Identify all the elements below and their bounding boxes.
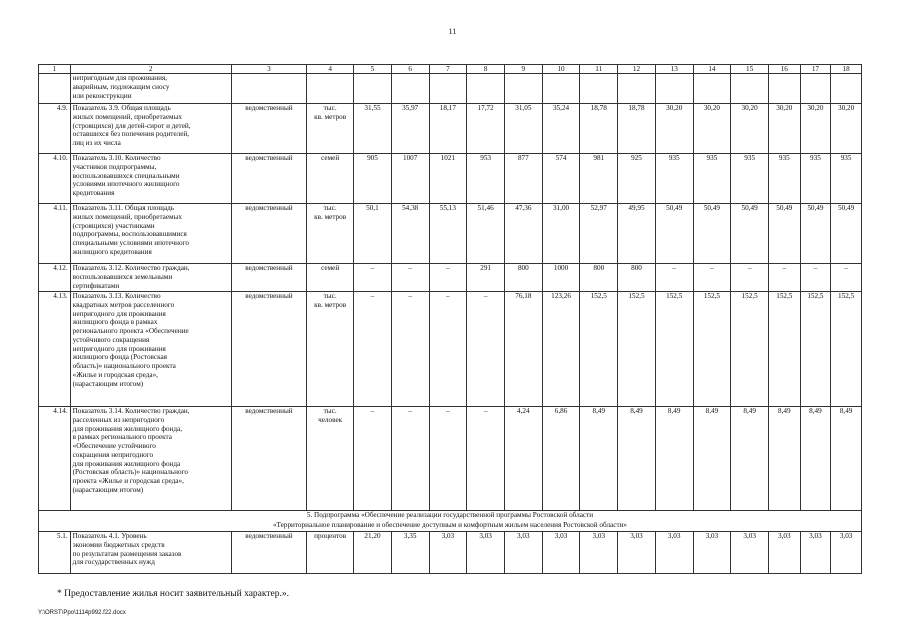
row-number: 4.12. xyxy=(39,264,71,292)
value-cell: – xyxy=(354,407,392,511)
value-cell: 152,5 xyxy=(618,292,656,407)
value-cell xyxy=(580,74,618,104)
section-header-row xyxy=(39,511,862,532)
header-cell: 12 xyxy=(618,65,656,74)
value-cell: 31,00 xyxy=(542,204,580,264)
value-cell: 3,03 xyxy=(618,532,656,574)
value-cell: 152,5 xyxy=(580,292,618,407)
value-cell: 17,72 xyxy=(467,104,505,154)
value-cell: 35,24 xyxy=(542,104,580,154)
unit-of-measure: тыс. человек xyxy=(307,407,354,511)
value-cell: 877 xyxy=(504,154,542,204)
row-number: 5.1. xyxy=(39,532,71,574)
value-cell: 21,20 xyxy=(354,532,392,574)
section-title-line-1: 5. Подпрограмма «Обеспечение реализации государственной программы Ростовской области xyxy=(306,511,594,519)
header-cell: 13 xyxy=(655,65,693,74)
indicator-name: Показатель 3.10. Количество участников подпрограммы, воспользовавшихся специальными условиями ипотечного жилищного кредитования xyxy=(70,154,231,204)
value-cell: 30,20 xyxy=(693,104,731,154)
value-cell xyxy=(542,74,580,104)
value-cell: 152,5 xyxy=(731,292,769,407)
data-source: ведомственный xyxy=(231,264,306,292)
section-title-line-2: «Территориальное планирование и обеспечение доступным и комфортным жильем населения Ростовской области» xyxy=(272,520,628,529)
value-cell: 3,03 xyxy=(504,532,542,574)
indicator-name: Показатель 3.13. Количество квадратных метров расселенного непригодного для проживания жилищного фонда в рамках регионального проекта «Обеспечение устойчивого сокращения непригодного для проживания жилищного фонда (Ростовская область)» национального проекта «Жилье и городская среда», (нарастающим итогом) xyxy=(70,292,231,407)
value-cell: 47,36 xyxy=(504,204,542,264)
value-cell: 6,86 xyxy=(542,407,580,511)
header-cell: 7 xyxy=(429,65,467,74)
value-cell: 52,97 xyxy=(580,204,618,264)
value-cell: 800 xyxy=(504,264,542,292)
value-cell: – xyxy=(429,264,467,292)
value-cell: 8,49 xyxy=(655,407,693,511)
value-cell: 35,97 xyxy=(391,104,429,154)
value-cell: 152,5 xyxy=(655,292,693,407)
value-cell: – xyxy=(655,264,693,292)
row-number xyxy=(39,74,71,104)
table-row xyxy=(39,104,862,154)
value-cell: 50,49 xyxy=(693,204,731,264)
data-source: ведомственный xyxy=(231,532,306,574)
value-cell: – xyxy=(731,264,769,292)
value-cell xyxy=(354,74,392,104)
value-cell xyxy=(800,74,831,104)
value-cell: 30,20 xyxy=(769,104,801,154)
table-row xyxy=(39,204,862,264)
value-cell: 18,17 xyxy=(429,104,467,154)
value-cell: 935 xyxy=(731,154,769,204)
value-cell: 3,03 xyxy=(580,532,618,574)
value-cell: – xyxy=(354,292,392,407)
table-row xyxy=(39,154,862,204)
value-cell: 50,49 xyxy=(731,204,769,264)
value-cell: 935 xyxy=(831,154,862,204)
value-cell: 925 xyxy=(618,154,656,204)
indicator-table xyxy=(38,64,862,574)
value-cell: – xyxy=(391,292,429,407)
value-cell: – xyxy=(693,264,731,292)
value-cell: – xyxy=(391,264,429,292)
value-cell: 3,03 xyxy=(769,532,801,574)
header-cell: 2 xyxy=(70,65,231,74)
value-cell xyxy=(655,74,693,104)
value-cell: – xyxy=(354,264,392,292)
row-number: 4.14. xyxy=(39,407,71,511)
value-cell: 800 xyxy=(618,264,656,292)
value-cell: 8,49 xyxy=(580,407,618,511)
indicator-name: Показатель 3.11. Общая площадь жилых помещений, приобретаемых (строящихся) участниками подпрограммы, воспользовавшимися специальными условиями ипотечного жилищного кредитования xyxy=(70,204,231,264)
value-cell: 981 xyxy=(580,154,618,204)
value-cell: 3,03 xyxy=(467,532,505,574)
table-row xyxy=(39,532,862,574)
unit-of-measure: тыс. кв. метров xyxy=(307,204,354,264)
unit-of-measure xyxy=(307,74,354,104)
value-cell: 50,1 xyxy=(354,204,392,264)
indicator-name: непригодным для проживания, аварийным, подлежащим сносу или реконструкции xyxy=(70,74,231,104)
value-cell: 49,95 xyxy=(618,204,656,264)
value-cell xyxy=(618,74,656,104)
value-cell: 18,78 xyxy=(618,104,656,154)
value-cell: 3,03 xyxy=(731,532,769,574)
value-cell: 953 xyxy=(467,154,505,204)
data-source: ведомственный xyxy=(231,154,306,204)
value-cell: 3,03 xyxy=(429,532,467,574)
value-cell xyxy=(467,74,505,104)
value-cell: 123,26 xyxy=(542,292,580,407)
value-cell: 905 xyxy=(354,154,392,204)
header-cell: 5 xyxy=(354,65,392,74)
row-number: 4.13. xyxy=(39,292,71,407)
page-number: 11 xyxy=(448,27,457,36)
value-cell: 8,49 xyxy=(693,407,731,511)
value-cell: 18,78 xyxy=(580,104,618,154)
value-cell: – xyxy=(429,292,467,407)
indicator-name: Показатель 4.1. Уровень экономии бюджетных средств по результатам размещения заказов для государственных нужд xyxy=(70,532,231,574)
data-source: ведомственный xyxy=(231,292,306,407)
table-row xyxy=(39,74,862,104)
data-source: ведомственный xyxy=(231,204,306,264)
value-cell: 574 xyxy=(542,154,580,204)
value-cell: 55,13 xyxy=(429,204,467,264)
value-cell: 3,35 xyxy=(391,532,429,574)
header-cell: 17 xyxy=(800,65,831,74)
value-cell: 8,49 xyxy=(769,407,801,511)
value-cell xyxy=(769,74,801,104)
data-source: ведомственный xyxy=(231,407,306,511)
header-cell: 1 xyxy=(39,65,71,74)
unit-of-measure: тыс. кв. метров xyxy=(307,104,354,154)
value-cell: 1021 xyxy=(429,154,467,204)
value-cell: 31,55 xyxy=(354,104,392,154)
value-cell: 3,03 xyxy=(693,532,731,574)
value-cell: 3,03 xyxy=(831,532,862,574)
header-cell: 18 xyxy=(831,65,862,74)
value-cell xyxy=(731,74,769,104)
value-cell: 30,20 xyxy=(831,104,862,154)
value-cell: 8,49 xyxy=(800,407,831,511)
value-cell: 935 xyxy=(693,154,731,204)
value-cell: 50,49 xyxy=(769,204,801,264)
value-cell: 4,24 xyxy=(504,407,542,511)
footnote: * Предоставление жилья носит заявительный характер.». xyxy=(57,589,289,599)
value-cell: 8,49 xyxy=(831,407,862,511)
header-cell: 9 xyxy=(504,65,542,74)
value-cell: – xyxy=(831,264,862,292)
row-number: 4.10. xyxy=(39,154,71,204)
row-number: 4.9. xyxy=(39,104,71,154)
value-cell: – xyxy=(391,407,429,511)
indicator-name: Показатель 3.14. Количество граждан, расселенных из непригодного для проживания жилищного фонда, в рамках регионального проекта «Обеспечение устойчивого сокращения непригодного для проживания жилищного фонда (Ростовская область)» национального проекта «Жилье и городская среда», (нарастающим итогом) xyxy=(70,407,231,511)
value-cell: 50,49 xyxy=(800,204,831,264)
data-source: ведомственный xyxy=(231,104,306,154)
table-row xyxy=(39,407,862,511)
value-cell: 51,46 xyxy=(467,204,505,264)
value-cell: 3,03 xyxy=(542,532,580,574)
value-cell: 152,5 xyxy=(831,292,862,407)
value-cell: – xyxy=(769,264,801,292)
indicator-name: Показатель 3.9. Общая площадь жилых помещений, приобретаемых (строящихся) для детей-сирот и детей, оставшихся без попечения родителей, лиц из их числа xyxy=(70,104,231,154)
unit-of-measure: семей xyxy=(307,154,354,204)
section-title xyxy=(39,511,862,532)
value-cell xyxy=(429,74,467,104)
indicator-name: Показатель 3.12. Количество граждан, воспользовавшихся земельными сертификатами xyxy=(70,264,231,292)
value-cell: 8,49 xyxy=(731,407,769,511)
header-row xyxy=(39,65,862,74)
value-cell: 30,20 xyxy=(800,104,831,154)
value-cell: 31,05 xyxy=(504,104,542,154)
header-cell: 11 xyxy=(580,65,618,74)
value-cell: 152,5 xyxy=(769,292,801,407)
data-source xyxy=(231,74,306,104)
value-cell: 50,49 xyxy=(831,204,862,264)
value-cell: 50,49 xyxy=(655,204,693,264)
value-cell: 76,18 xyxy=(504,292,542,407)
table-row xyxy=(39,264,862,292)
value-cell: 3,03 xyxy=(800,532,831,574)
value-cell: 1000 xyxy=(542,264,580,292)
value-cell: 935 xyxy=(655,154,693,204)
value-cell: – xyxy=(467,292,505,407)
value-cell: 935 xyxy=(769,154,801,204)
file-path: Y:\ORST\Ppo\1114p992.f22.docx xyxy=(38,610,126,616)
header-cell: 4 xyxy=(307,65,354,74)
value-cell: 3,03 xyxy=(655,532,693,574)
value-cell: – xyxy=(467,407,505,511)
value-cell: 8,49 xyxy=(618,407,656,511)
header-cell: 10 xyxy=(542,65,580,74)
value-cell xyxy=(391,74,429,104)
value-cell: 152,5 xyxy=(800,292,831,407)
value-cell: 1007 xyxy=(391,154,429,204)
table-row xyxy=(39,292,862,407)
value-cell: 30,20 xyxy=(731,104,769,154)
header-cell: 8 xyxy=(467,65,505,74)
unit-of-measure: процентов xyxy=(307,532,354,574)
unit-of-measure: тыс. кв. метров xyxy=(307,292,354,407)
value-cell: 54,38 xyxy=(391,204,429,264)
value-cell: 291 xyxy=(467,264,505,292)
value-cell xyxy=(693,74,731,104)
value-cell: – xyxy=(800,264,831,292)
unit-of-measure: семей xyxy=(307,264,354,292)
header-cell: 15 xyxy=(731,65,769,74)
header-cell: 3 xyxy=(231,65,306,74)
value-cell xyxy=(504,74,542,104)
header-cell: 14 xyxy=(693,65,731,74)
header-cell: 16 xyxy=(769,65,801,74)
value-cell: 30,20 xyxy=(655,104,693,154)
value-cell: 800 xyxy=(580,264,618,292)
value-cell xyxy=(831,74,862,104)
value-cell: 152,5 xyxy=(693,292,731,407)
header-cell: 6 xyxy=(391,65,429,74)
value-cell: 935 xyxy=(800,154,831,204)
value-cell: – xyxy=(429,407,467,511)
row-number: 4.11. xyxy=(39,204,71,264)
